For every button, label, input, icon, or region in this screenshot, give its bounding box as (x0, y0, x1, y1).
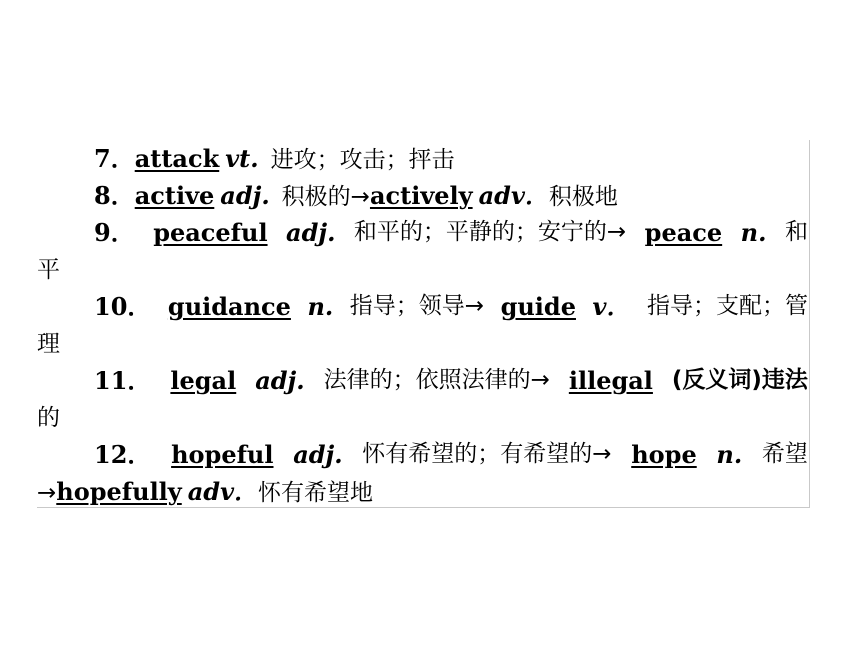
derived-word: actively (369, 181, 473, 210)
part-of-speech: adj. (286, 218, 336, 247)
vocab-entry-10-wrap (37, 325, 60, 362)
meaning: 进攻；攻击；抨击 (270, 147, 455, 173)
derived-meaning-continued: 的 (37, 405, 60, 431)
vocab-entry-9 (37, 214, 810, 251)
derived-word: guide (500, 292, 576, 321)
headword: attack (134, 144, 220, 173)
headword: guidance (167, 292, 291, 321)
entry-number: 10． (94, 292, 152, 321)
part-of-speech: vt. (225, 144, 259, 173)
meaning: 积极的→ (281, 184, 370, 210)
derived-part-of-speech: v． (592, 292, 631, 321)
antonym-note: (反义词)违法 (671, 367, 808, 393)
vocab-entry-10 (37, 288, 810, 325)
vocab-entry-12 (37, 436, 810, 473)
meaning: 和平的；平静的；安宁的→ (353, 219, 627, 245)
headword: active (134, 181, 215, 210)
derived-2-meaning: 怀有希望地 (258, 480, 374, 506)
derived-meaning-continued: 平 (37, 257, 60, 283)
entry-number: 11． (94, 366, 152, 395)
part-of-speech: adj. (293, 440, 343, 469)
entry-number: 8． (94, 181, 135, 210)
vocab-entry-9-wrap (37, 251, 60, 288)
derived-meaning: 指导；支配；管 (646, 293, 808, 319)
derived-meaning: 积极地 (548, 184, 618, 210)
vocab-entry-11-wrap (37, 399, 60, 436)
vocabulary-panel (37, 140, 810, 508)
meaning: 怀有希望的；有希望的→ (362, 441, 612, 467)
derived-meaning: 希望 (761, 441, 808, 467)
entry-number: 12． (94, 440, 152, 469)
meaning: 指导；领导→ (349, 293, 485, 319)
part-of-speech: adj. (255, 366, 305, 395)
entry-number: 9． (94, 218, 135, 247)
meaning: 法律的；依照法律的→ (323, 367, 550, 393)
vocab-entry-7 (94, 140, 455, 177)
derived-meaning-continued: 理 (37, 331, 60, 357)
vocab-entry-8 (94, 177, 618, 214)
vocab-entry-12-wrap (37, 473, 373, 510)
derived-meaning: 和 (784, 219, 808, 245)
derived-word-2: hopefully (56, 477, 182, 506)
arrow: → (37, 480, 57, 506)
vocab-entry-11 (37, 362, 810, 399)
headword: hopeful (171, 440, 274, 469)
derived-word: hope (631, 440, 697, 469)
derived-part-of-speech: adv． (478, 181, 549, 210)
derived-2-part-of-speech: adv． (187, 477, 259, 506)
derived-part-of-speech: n. (740, 218, 767, 247)
headword: peaceful (153, 218, 268, 247)
derived-part-of-speech: n. (716, 440, 743, 469)
headword: legal (170, 366, 237, 395)
part-of-speech: adj. (220, 181, 270, 210)
derived-word: peace (644, 218, 723, 247)
part-of-speech: n. (307, 292, 334, 321)
entry-number: 7． (94, 144, 135, 173)
derived-word: illegal (568, 366, 653, 395)
